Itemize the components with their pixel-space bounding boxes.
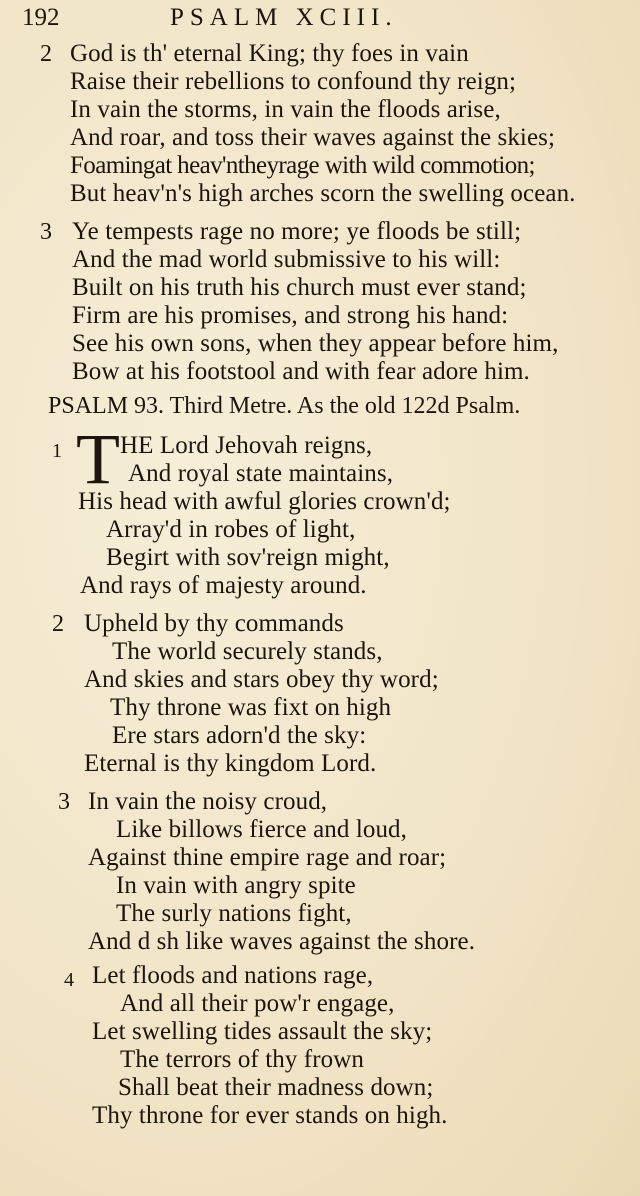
page-header-title: PSALM XCIII.	[170, 4, 398, 31]
verse-line: And skies and stars obey thy word;	[84, 666, 439, 693]
verse-line: In vain the noisy croud,	[88, 788, 328, 815]
verse-line: Firm are his promises, and strong his hand:	[72, 302, 509, 329]
verse-line: Like billows fierce and loud,	[116, 816, 408, 843]
verse-line: Ye tempests rage no more; ye floods be still;	[72, 218, 522, 245]
verse-line: Thy throne for ever stands on high.	[92, 1102, 448, 1129]
verse-line: In vain the storms, in vain the floods arise,	[70, 96, 501, 123]
verse-line: And the mad world submissive to his will:	[72, 246, 501, 273]
stanza-number: 3	[40, 219, 52, 245]
stanza-number: 1	[52, 440, 62, 462]
verse-line: His head with awful glories crown'd;	[78, 488, 451, 515]
drop-cap: T	[76, 419, 120, 499]
verse-line: Begirt with sov'reign might,	[106, 544, 390, 571]
psalm-heading: PSALM 93. Third Metre. As the old 122d Psalm.	[48, 393, 521, 419]
verse-line: Eternal is thy kingdom Lord.	[84, 750, 377, 777]
verse-line: And d sh like waves against the shore.	[88, 928, 476, 955]
verse-line: And royal state maintains,	[128, 460, 394, 487]
verse-line: And all their pow'r engage,	[120, 990, 395, 1017]
verse-line: In vain with angry spite	[116, 872, 356, 899]
verse-line: Shall beat their madness down;	[118, 1074, 434, 1101]
verse-line: See his own sons, when they appear before him,	[72, 330, 559, 357]
verse-line: Raise their rebellions to confound thy reign;	[70, 68, 517, 95]
verse-line: Upheld by thy commands	[84, 610, 344, 637]
verse-line: The surly nations fight,	[116, 900, 352, 927]
verse-line: Foamingat heav'ntheyrage with wild commotion;	[70, 152, 535, 179]
verse-line: Array'd in robes of light,	[106, 516, 356, 543]
verse-line: Ere stars adorn'd the sky:	[112, 722, 367, 749]
verse-line: HE Lord Jehovah reigns,	[120, 432, 373, 459]
verse-line: God is th' eternal King; thy foes in vain	[70, 40, 469, 67]
verse-line: But heav'n's high arches scorn the swelling ocean.	[70, 180, 576, 207]
running-head	[0, 2, 640, 36]
verse-line: Thy throne was fixt on high	[110, 694, 392, 721]
stanza-number: 3	[58, 789, 70, 815]
verse-line: Let swelling tides assault the sky;	[92, 1018, 433, 1045]
verse-line: Bow at his footstool and with fear adore him.	[72, 358, 530, 385]
verse-line: The terrors of thy frown	[120, 1046, 364, 1073]
verse-line: Built on his truth his church must ever stand;	[72, 274, 527, 301]
verse-line: And rays of majesty around.	[80, 572, 367, 599]
verse-line: Against thine empire rage and roar;	[88, 844, 447, 871]
verse-line: The world securely stands,	[112, 638, 383, 665]
verse-line: And roar, and toss their waves against the skies;	[70, 124, 556, 151]
stanza-number: 2	[52, 611, 64, 637]
stanza-number: 4	[64, 969, 74, 991]
page-number: 192	[22, 4, 60, 31]
stanza-number: 2	[40, 41, 52, 67]
verse-line: Let floods and nations rage,	[92, 962, 374, 989]
